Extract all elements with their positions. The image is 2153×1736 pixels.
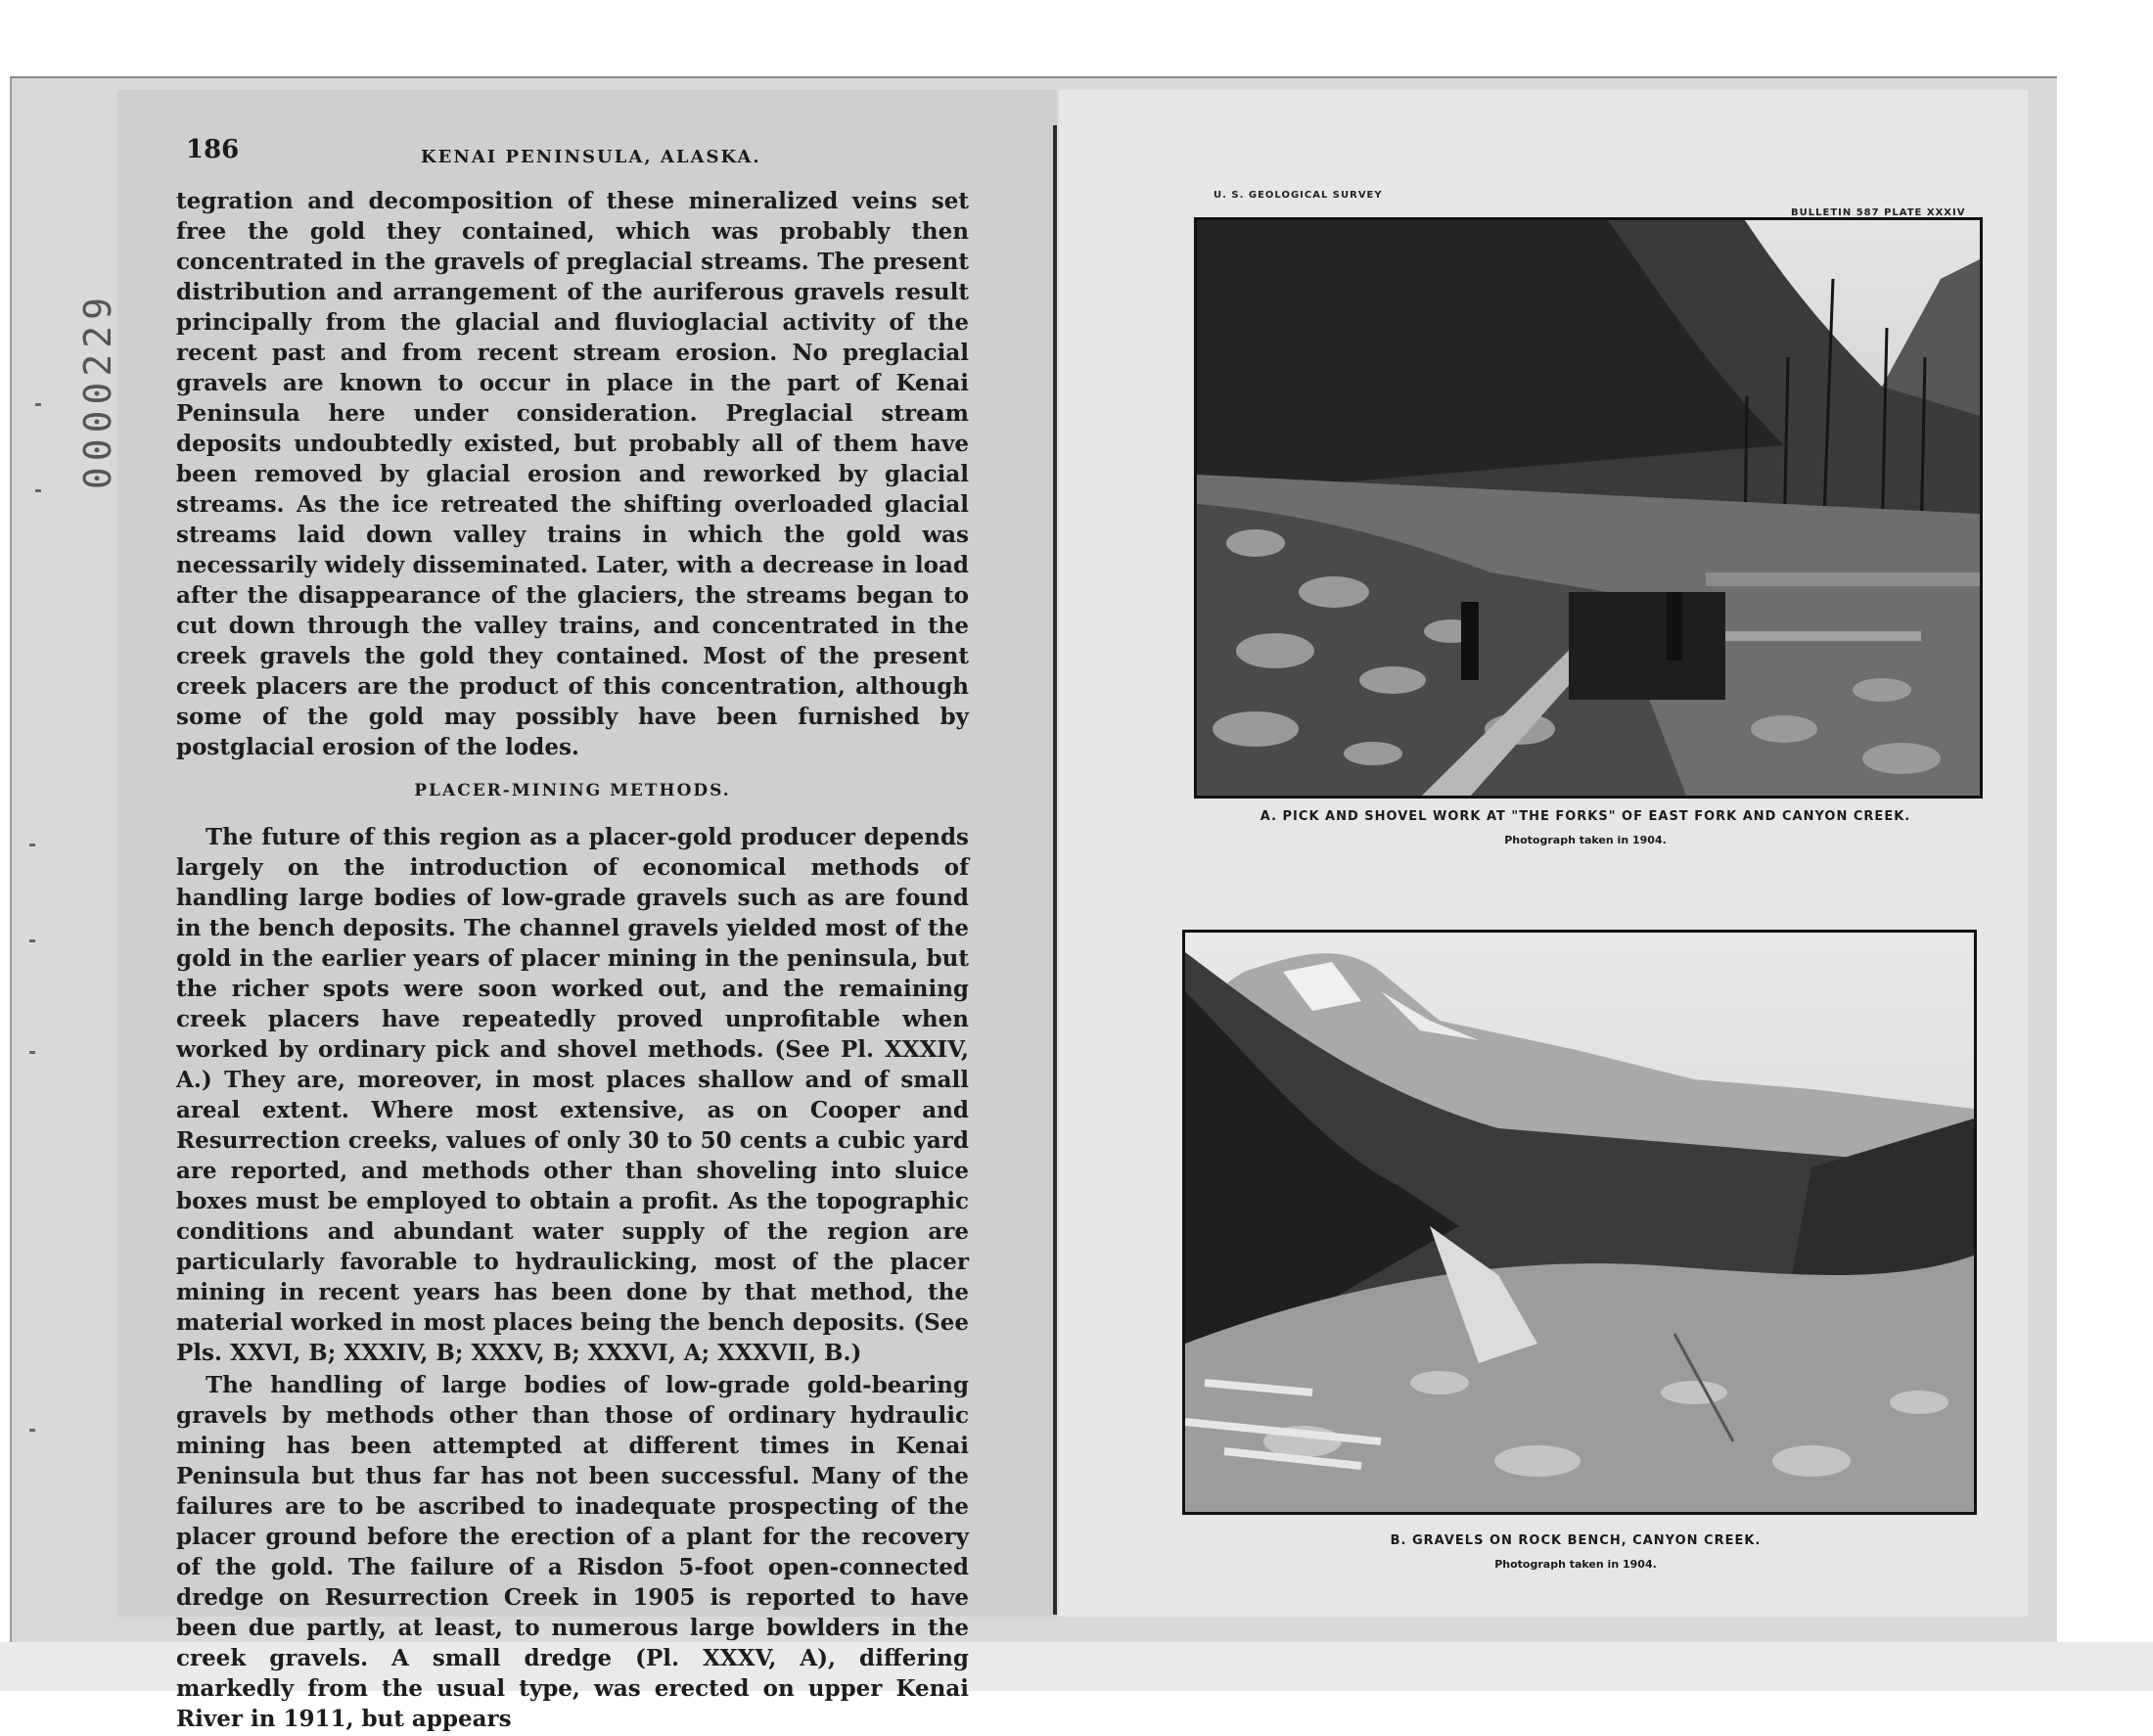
margin-mark xyxy=(35,403,41,406)
plate-a-photo xyxy=(1194,217,1983,799)
margin-mark xyxy=(29,939,35,942)
margin-mark xyxy=(35,489,41,492)
margin-mark xyxy=(29,1051,35,1054)
margin-mark xyxy=(29,1429,35,1432)
page-number: 186 xyxy=(186,135,240,164)
plate-b-credit: Photograph taken in 1904. xyxy=(1494,1558,1657,1571)
plate-header-left: U. S. GEOLOGICAL SURVEY xyxy=(1214,190,1383,201)
paragraph: The handling of large bodies of low-grade gold-bearing gravels by methods other than those of ordinary hydraulic mining has been attempted at different times in Kenai Peninsula but thus far has not been successful. Many of the failures are to be ascribed to inadequate prospecting of the placer ground before the erection of a plant for the recovery of the gold. The failure of a Risdon 5-foot open-connected dredge on Resurrection Creek in 1905 is reported to have been due partly, at least, to numerous large bowlders in the creek gravels. A small dredge (Pl. XXXV, A), differing markedly from the usual type, was erected on upper Kenai River in 1911, but appears xyxy=(176,1372,969,1732)
plate-header-right: BULLETIN 587 PLATE XXXIV xyxy=(1791,207,1966,218)
plate-a-caption xyxy=(1194,809,1977,846)
plate-b-photo xyxy=(1182,930,1977,1515)
scan-stamp: 0000229 xyxy=(76,292,119,490)
paragraph: tegration and decomposition of these mineralized veins set free the gold they contained, which was probably then concentrated in the gravels of preglacial streams. The present distribution and arrangement of the auriferous gravels result principally from the glacial and fluvioglacial activity of the recent past and from recent stream erosion. No preglacial gravels are known to occur in place in the part of Kenai Peninsula here under consideration. Preglacial stream deposits undoubtedly existed, but probably all of them have been removed by glacial erosion and reworked by glacial streams. As the ice retreated the shifting overloaded glacial streams laid down valley trains in which the gold was necessarily widely disseminated. Later, with a decrease in load after the disappearance of the glaciers, the streams began to cut down through the valley trains, and concentrated in the creek gravels the gold they contained. Most of the present creek placers are the product of this concentration, although some of the gold may possibly have been furnished by postglacial erosion of the lodes. xyxy=(176,188,969,760)
section-heading: PLACER-MINING METHODS. xyxy=(414,781,731,800)
running-head: KENAI PENINSULA, ALASKA. xyxy=(421,147,761,167)
plate-b-title: B. GRAVELS ON ROCK BENCH, CANYON CREEK. xyxy=(1390,1533,1762,1548)
plate-a-credit: Photograph taken in 1904. xyxy=(1504,834,1667,846)
page-gutter xyxy=(1053,125,1057,1615)
margin-mark xyxy=(29,844,35,846)
plate-a-title: A. PICK AND SHOVEL WORK AT "THE FORKS" OF EAST FORK AND CANYON CREEK. xyxy=(1260,809,1911,824)
paragraph: The future of this region as a placer-gold producer depends largely on the introduction of economical methods of handling large bodies of low-grade gravels such as are found in the bench deposits. The channel gravels yielded most of the gold in the earlier years of placer mining in the peninsula, but the richer spots were soon worked out, and the remaining creek placers have repeatedly proved unprofitable when worked by ordinary pick and shovel methods. (See Pl. XXXIV, A.) They are, moreover, in most places shallow and of small areal extent. Where most extensive, as on Cooper and Resurrection creeks, values of only 30 to 50 cents a cubic yard are reported, and methods other than shoveling into sluice boxes must be employed to obtain a profit. As the topographic conditions and abundant water supply of the region are particularly favorable to hydraulicking, most of the placer mining in recent years has been done by that method, the material worked in most places being the bench deposits. (See Pls. XXVI, B; XXXIV, B; XXXV, B; XXXVI, A; XXXVII, B.) xyxy=(176,824,969,1366)
body-text xyxy=(176,186,969,1736)
plate-b-caption xyxy=(1184,1533,1967,1571)
